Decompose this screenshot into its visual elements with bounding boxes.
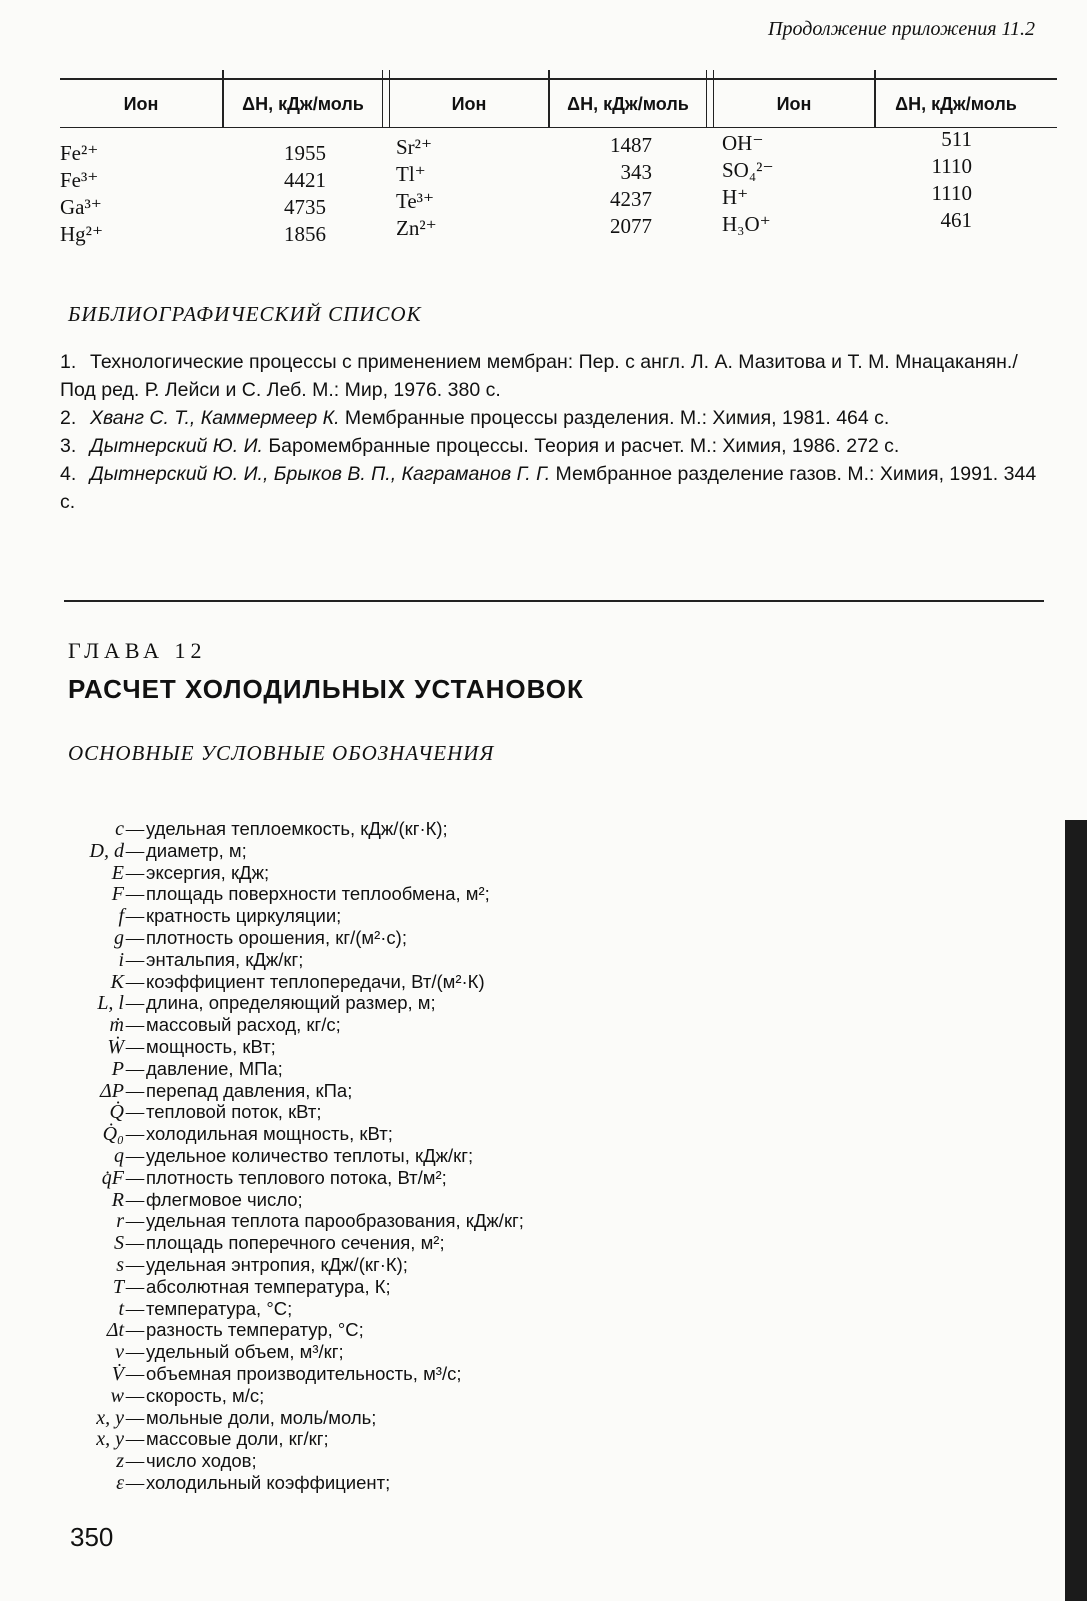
notation-dash: — — [125, 841, 145, 862]
table-cell-value: 461 — [940, 208, 972, 232]
bibliography-heading: БИБЛИОГРАФИЧЕСКИЙ СПИСОК — [68, 302, 422, 326]
notation-dash: — — [125, 929, 145, 949]
notation-symbol: w — [110, 1384, 124, 1407]
table-group-divider — [382, 70, 390, 128]
table-cell-value: 1110 — [931, 154, 972, 178]
bibliography-item-authors: Дытнерский Ю. И., Брыков В. П., Каграманов Г. Г. — [90, 463, 551, 485]
notation-description: объемная производительность, м³/с; — [146, 1363, 462, 1384]
notation-item — [40, 992, 436, 1014]
notation-symbol: s — [116, 1254, 124, 1276]
table-cell-ion: Fe²⁺ — [60, 141, 99, 165]
notation-item — [40, 1363, 461, 1385]
chapter-label: ГЛАВА 12 — [68, 638, 207, 663]
notation-description: удельная теплота парообразования, кДж/кг; — [146, 1210, 524, 1232]
notation-dash: — — [125, 1408, 145, 1429]
notation-description: скорость, м/с; — [146, 1384, 265, 1406]
notation-description: мольные доли, моль/моль; — [146, 1406, 377, 1428]
notation-dash: — — [125, 1386, 145, 1407]
notation-symbol: r — [116, 1210, 124, 1233]
table-top-rule — [60, 78, 1057, 80]
notation-item — [40, 1101, 322, 1123]
notation-item — [40, 1298, 292, 1320]
notation-description: тепловой поток, кВт; — [146, 1101, 322, 1123]
notation-description: удельное количество теплоты, кДж/кг; — [146, 1145, 474, 1166]
table-cell-ion: Tl⁺ — [396, 162, 426, 186]
table-group-3-ions — [722, 130, 862, 238]
notation-description: мощность, кВт; — [146, 1036, 276, 1057]
notation-item — [40, 1145, 473, 1167]
table-header-dh-3: ΔH, кДж/моль — [895, 94, 1017, 114]
table-cell-value: 1955 — [284, 141, 326, 165]
notation-symbol: v — [115, 1341, 124, 1364]
notation-description: число ходов; — [146, 1450, 257, 1472]
table-group-2-ions — [396, 134, 536, 242]
bibliography-item-number: 1. — [60, 351, 77, 373]
notation-item — [40, 862, 269, 884]
table-group-2-values — [556, 132, 652, 240]
table-cell-value: 1110 — [931, 181, 972, 205]
table-cell-ion: OH⁻ — [722, 131, 764, 155]
table-cell-value: 1856 — [284, 222, 326, 246]
notation-symbol: F — [111, 883, 124, 906]
notation-dash: — — [125, 1365, 145, 1385]
table-group-3-values — [880, 126, 972, 234]
notation-description: длина, определяющий размер, м; — [146, 992, 436, 1014]
table-group-1-ions — [60, 140, 220, 248]
notation-symbol: x, y — [96, 1428, 124, 1451]
notation-dash: — — [125, 863, 145, 884]
notation-dash: — — [125, 1016, 145, 1037]
notation-description: диаметр, м; — [146, 839, 247, 861]
notation-item — [40, 1341, 344, 1363]
notation-heading: ОСНОВНЫЕ УСЛОВНЫЕ ОБОЗНАЧЕНИЯ — [68, 741, 495, 765]
notation-description: массовые доли, кг/кг; — [146, 1428, 329, 1450]
notation-symbol: ṁ — [109, 1014, 124, 1037]
notation-dash: — — [125, 1256, 145, 1276]
notation-item — [40, 818, 448, 840]
table-cell-ion: Hg²⁺ — [60, 222, 104, 246]
notation-symbol: i — [118, 948, 124, 971]
notation-description: площадь поверхности теплообмена, м²; — [146, 883, 490, 905]
notation-dash: — — [125, 1452, 145, 1473]
notation-symbol: Δt — [106, 1319, 124, 1342]
notation-symbol: ΔP — [100, 1079, 124, 1102]
notation-description: холодильный коэффициент; — [146, 1472, 391, 1493]
chapter-divider — [64, 600, 1044, 602]
bibliography-item-text: Мембранные процессы разделения. М.: Химия, 1981. 464 с. — [339, 407, 890, 429]
notation-description: удельный объем, м³/кг; — [146, 1341, 344, 1363]
table-cell-ion: SO₄²⁻ — [722, 158, 774, 182]
notation-description: перепад давления, кПа; — [146, 1079, 353, 1101]
notation-item — [40, 1036, 276, 1058]
notation-description: температура, °С; — [146, 1297, 293, 1319]
notation-item — [40, 1319, 364, 1341]
notation-description: абсолютная температура, К; — [146, 1275, 391, 1297]
notation-dash: — — [125, 885, 145, 906]
notation-dash: — — [125, 1343, 145, 1364]
table-cell-value: 1487 — [610, 133, 652, 157]
notation-dash: — — [125, 1321, 145, 1342]
notation-dash: — — [125, 1081, 145, 1102]
notation-description: плотность орошения, кг/(м²·с); — [146, 927, 407, 948]
chapter-title: РАСЧЕТ ХОЛОДИЛЬНЫХ УСТАНОВОК — [68, 674, 584, 704]
notation-dash: — — [125, 1059, 145, 1080]
bibliography-item-number: 4. — [60, 463, 77, 485]
notation-symbol: z — [116, 1450, 124, 1473]
scan-edge — [1065, 820, 1087, 1601]
notation-item — [40, 971, 485, 993]
notation-item — [40, 1058, 283, 1080]
notation-symbol: x, y — [96, 1406, 124, 1429]
table-cell-ion: Te³⁺ — [396, 189, 435, 213]
table-cell-value: 511 — [941, 127, 972, 151]
notation-symbol: q — [114, 1145, 124, 1167]
notation-symbol: Q̇₀ — [102, 1123, 124, 1146]
table-cell-value: 4735 — [284, 195, 326, 219]
table-cell-value: 343 — [620, 160, 652, 184]
notation-item — [40, 1014, 341, 1036]
notation-item — [40, 1189, 303, 1211]
bibliography-item-authors: Дытнерский Ю. И. — [90, 435, 263, 457]
notation-item — [40, 1385, 264, 1407]
notation-description: кратность циркуляции; — [146, 905, 342, 927]
notation-description: массовый расход, кг/с; — [146, 1014, 341, 1036]
notation-symbol: S — [114, 1232, 124, 1255]
notation-description: коэффициент теплопередачи, Вт/(м²·К) — [146, 970, 485, 992]
notation-symbol: Ẇ — [107, 1036, 124, 1058]
notation-symbol: E — [111, 861, 124, 884]
notation-symbol: P — [111, 1057, 124, 1080]
notation-dash: — — [125, 994, 145, 1015]
notation-item — [40, 1450, 257, 1472]
notation-description: эксергия, кДж; — [146, 861, 270, 883]
notation-description: флегмовое число; — [146, 1188, 303, 1210]
notation-symbol: V̇ — [111, 1363, 124, 1385]
bibliography-item-number: 3. — [60, 435, 77, 457]
notation-dash: — — [125, 972, 145, 993]
notation-description: удельная энтропия, кДж/(кг·К); — [146, 1254, 408, 1275]
notation-dash: — — [125, 1147, 145, 1167]
notation-dash: — — [125, 907, 145, 928]
table-cell-value: 4421 — [284, 168, 326, 192]
page-number: 350 — [70, 1522, 114, 1552]
notation-description: холодильная мощность, кВт; — [146, 1123, 393, 1145]
table-cell-ion: Zn²⁺ — [396, 216, 437, 240]
notation-item — [40, 1407, 376, 1429]
table-cell-value: 2077 — [610, 214, 652, 238]
notation-item — [40, 927, 407, 949]
notation-item — [40, 1276, 391, 1298]
bibliography-item — [60, 348, 1045, 404]
notation-description: разность температур, °С; — [146, 1319, 364, 1341]
bibliography-item — [60, 460, 1045, 516]
notation-item — [40, 840, 247, 862]
notation-dash: — — [125, 1212, 145, 1233]
notation-dash: — — [125, 1234, 145, 1255]
table-cell-ion: Sr²⁺ — [396, 135, 433, 159]
notation-description: удельная теплоемкость, кДж/(кг·К); — [146, 818, 448, 839]
notation-symbol: t — [118, 1297, 124, 1320]
notation-symbol: K — [110, 970, 124, 993]
table-header-dh-2: ΔH, кДж/моль — [567, 94, 689, 114]
bibliography-item-text: Мембранное разделение газов. М.: Химия, 1991. 344 с. — [60, 463, 1037, 513]
notation-item — [40, 1428, 329, 1450]
notation-dash: — — [125, 820, 145, 840]
notation-dash: — — [125, 1430, 145, 1451]
notation-symbol: D, d — [89, 839, 124, 862]
notation-dash: — — [125, 1103, 145, 1124]
notation-item — [40, 1080, 352, 1102]
notation-description: давление, МПа; — [146, 1057, 283, 1079]
bibliography-item — [60, 432, 1045, 460]
bibliography-item-text: Баромембранные процессы. Теория и расчет. М.: Химия, 1986. 272 с. — [262, 435, 900, 457]
notation-item — [40, 883, 490, 905]
notation-item — [40, 1232, 445, 1254]
notation-item — [40, 1472, 390, 1494]
continuation-note: Продолжение приложения 11.2 — [768, 18, 1035, 40]
notation-symbol: T — [112, 1275, 124, 1298]
notation-description: площадь поперечного сечения, м²; — [146, 1232, 445, 1254]
notation-dash: — — [125, 1125, 145, 1146]
notation-item — [40, 1210, 524, 1232]
notation-dash: — — [125, 1474, 145, 1494]
notation-dash: — — [125, 1168, 145, 1189]
notation-dash: — — [125, 950, 145, 971]
notation-symbol: L, l — [97, 992, 124, 1015]
bibliography-item-number: 2. — [60, 407, 77, 429]
notation-item — [40, 1123, 393, 1145]
bibliography-item — [60, 404, 1045, 432]
notation-symbol: ε — [116, 1472, 124, 1494]
notation-symbol: c — [115, 818, 124, 840]
notation-item — [40, 905, 341, 927]
notation-description: плотность теплового потока, Вт/м²; — [146, 1166, 447, 1188]
notation-dash: — — [125, 1277, 145, 1298]
notation-item — [40, 1254, 408, 1276]
notation-symbol: q̇F — [101, 1166, 124, 1189]
notation-symbol: R — [111, 1188, 124, 1211]
table-cell-value: 4237 — [610, 187, 652, 211]
notation-item — [40, 949, 303, 971]
table-cell-ion: H⁺ — [722, 185, 749, 209]
table-group-divider — [706, 70, 714, 128]
notation-item — [40, 1167, 447, 1189]
table-cell-ion: Fe³⁺ — [60, 168, 99, 192]
notation-dash: — — [125, 1299, 145, 1320]
table-header-ion-1: Ион — [123, 94, 159, 114]
notation-symbol: g — [114, 927, 124, 949]
notation-symbol: f — [118, 905, 124, 928]
table-cell-ion: H₃O⁺ — [722, 212, 771, 236]
notation-symbol: Q̇ — [109, 1101, 124, 1124]
table-cell-ion: Ga³⁺ — [60, 195, 102, 219]
table-header-ion-3: Ион — [776, 94, 812, 114]
notation-dash: — — [125, 1190, 145, 1211]
table-group-1-values — [230, 140, 326, 248]
notation-description: энтальпия, кДж/кг; — [146, 948, 304, 970]
table-header-ion-2: Ион — [451, 94, 487, 114]
bibliography-item-text: Технологические процессы с применением мембран: Пер. с англ. Л. А. Мазитова и Т. М. Мнацаканян./Под ред. Р. Лейси и С. Леб. М.: Мир, 1976. 380 с. — [60, 351, 1018, 401]
notation-dash: — — [125, 1038, 145, 1058]
bibliography-item-authors: Хванг С. Т., Каммермеер К. — [90, 407, 340, 429]
table-header-dh-1: ΔH, кДж/моль — [242, 94, 364, 114]
